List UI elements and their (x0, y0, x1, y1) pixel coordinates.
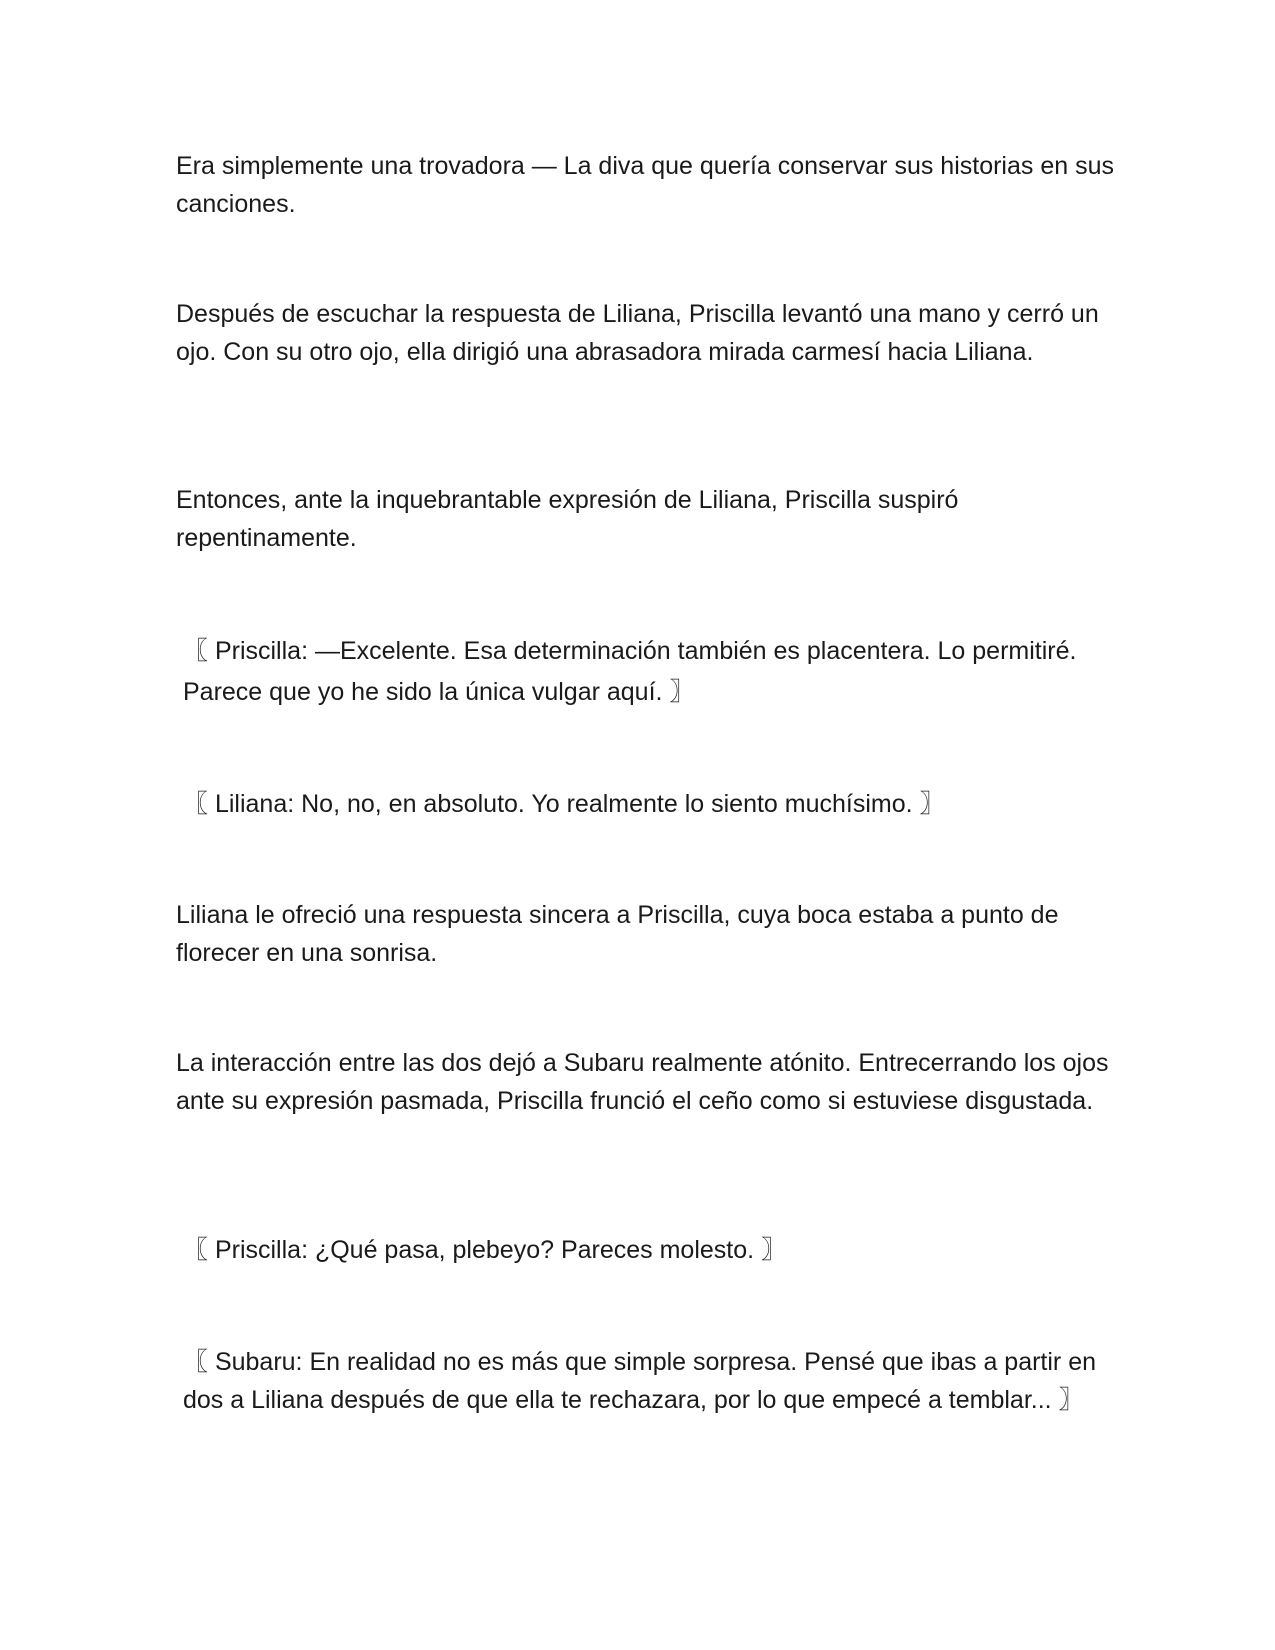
paragraph-dialogue: 〖 Liliana: No, no, en absoluto. Yo realmente lo siento muchísimo. 〗 (183, 790, 945, 818)
paragraph-narration: La interacción entre las dos dejó a Subaru realmente atónito. Entrecerrando los ojos ante su expresión pasmada, Priscilla frunció el ceño como si estuviese disgustada. (176, 1049, 1109, 1115)
paragraph-narration: Después de escuchar la respuesta de Liliana, Priscilla levantó una mano y cerró un ojo. Con su otro ojo, ella dirigió una abrasadora mirada carmesí hacia Liliana. (176, 300, 1099, 366)
paragraph-dialogue: 〖 Priscilla: —Excelente. Esa determinación también es placentera. Lo permitiré. Parece que yo he sido la única vulgar aquí. 〗 (183, 637, 1077, 706)
paragraph-dialogue: 〖 Priscilla: ¿Qué pasa, plebeyo? Pareces molesto. 〗 (183, 1236, 787, 1264)
paragraph-narration: Era simplemente una trovadora — La diva que quería conservar sus historias en sus canciones. (176, 152, 1114, 218)
paragraph-dialogue: 〖 Subaru: En realidad no es más que simple sorpresa. Pensé que ibas a partir en dos a Liliana después de que ella te rechazara, por lo que empecé a temblar... 〗 (183, 1348, 1097, 1414)
paragraph-narration: Liliana le ofreció una respuesta sincera a Priscilla, cuya boca estaba a punto de florecer en una sonrisa. (176, 901, 1059, 967)
paragraph-narration: Entonces, ante la inquebrantable expresión de Liliana, Priscilla suspiró repentinamente. (176, 486, 959, 552)
